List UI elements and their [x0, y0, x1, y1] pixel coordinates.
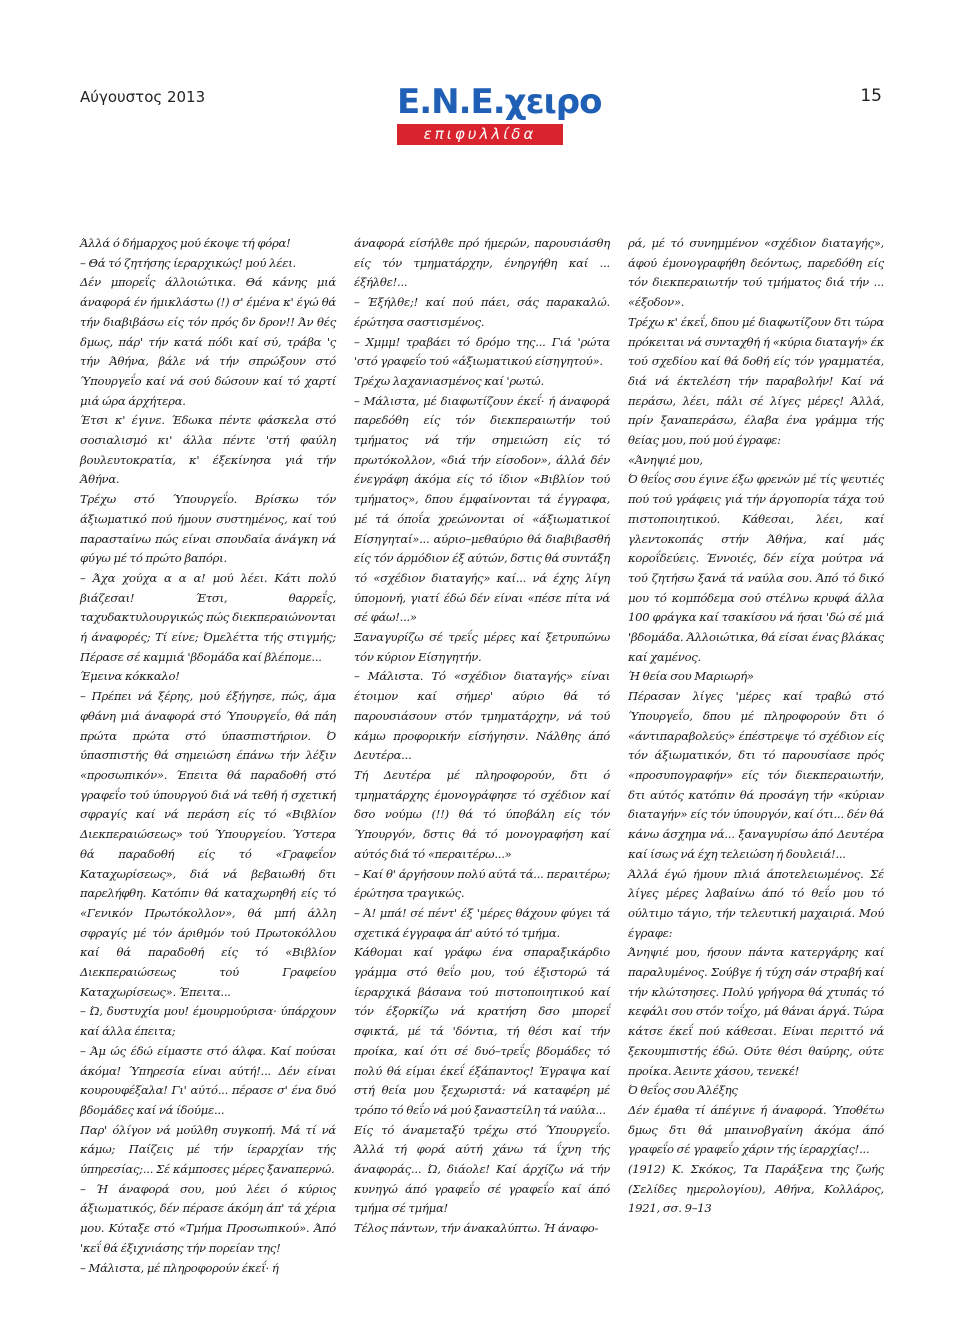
article-paragraph: – Καί θ' άργήσουν πολύ αύτά τά... περαιτέρω; έρώτησα τραγικώς. — [354, 866, 610, 901]
article-paragraph: Τρέχω κ' έκεΐ, δπου μέ διαφωτίζουν δτι τώρα πρόκειται νά συνταχθή ή «κύρια διαταγή» έκ τού σχεδίου καί θά δοθή είς τόν γραμματέα, διά νά έκτελέση τήν παραβολήν! Καί νά περάσω, λέει, πάλι σέ λίγες μέρες! Άλλά, πρίν ξαναπεράσω, έλαβα ένα γράμμα τής θείας μου, πού μού έγραφε: — [628, 314, 884, 448]
article-paragraph: – Έξήλθε;! καί πού πάει, σάς παρακαλώ. έρώτησα σαστισμένος. — [354, 295, 610, 329]
article-paragraph: Πέρασαν λίγες 'μέρες καί τραβώ στό Ύπουργεΐο, δπου μέ πληροφορούν δτι ό «άντιπαραβολεύς» έπέστρεψε τό σχέδιον είς τόν άξιωματικόν, δτι τό παρουσίασε πρός «προσυπογραφήν» είς τόν διεκπεραιωτήν, δτι αύτός κατόπιν θά προσάγη τήν «κύριαν διαταγήν» είς τόν ύπουργόν, καί ότι... δέν θά κάνω άσχημα νά... ξαναγυρίσω άπό Δευτέρα καί ίσως νά έχη τελειώση ή δουλειά!... — [628, 689, 884, 861]
logo-main-text: Ε.Ν.Ε.χειρο — [397, 82, 602, 122]
article-paragraph: Τρέχω λαχανιασμένος καί 'ρωτώ. — [354, 373, 544, 388]
article-paragraph: Είς τό άναμεταξύ τρέχω στό Ύπουργεΐο. Άλλά τή φορά αύτή χάνω τά ΐχνη τής άναφοράς... Ώ, διάολε! Καί άρχίζω νά τήν κυνηγώ άπό γραφεΐο σέ γραφεΐο καί άπό τμήμα σέ τμήμα! — [354, 1122, 610, 1216]
article-paragraph: – Μάλιστα, μέ πληροφορούν έκεΐ· ή — [80, 1260, 279, 1275]
article-paragraph: Τέλος πάντων, τήν άνακαλύπτω. Ή άναφο- — [354, 1221, 599, 1236]
article-paragraph: Κάθομαι καί γράφω ένα σπαραξικάρδιο γράμμα στό θεΐο μου, τού έξιστορώ τά ίεραρχικά βάσανα τού πιστοποιητικού καί τόν έξορκίζω νά κρατήση δσο μπορεΐ σφικτά, μέ τά 'δόντια, τή θέσι καί τήν προίκα, καί ότι σέ δυό–τρεΐς βδομάδες τό πολύ θά είμαι έκεΐ έξάπαντος! Έγραψα καί στή θεία μου ξεχωριστά: νά καταφέρη μέ τρόπο τό θεΐο νά μού ξαναστείλη τά ναύλα... — [354, 945, 610, 1117]
article-paragraph: Έτσι κ' έγινε. Έδωκα πέντε φάσκελα στό σοσιαλισμό κι' άλλα πέντε 'στή φαύλη βουλευτοκρατία, κ' έξεκίνησα γιά τήν Άθήνα. — [80, 413, 336, 487]
article-paragraph: Τή Δευτέρα μέ πληροφορούν, δτι ό τμηματάρχης έμονογράφησε τό σχέδιον καί δσο νούμω (!!) θά τό ύποβάλη είς τόν Ύπουργόν, δστις θά τό μονογραφήση καί αύτός διά τό «περαιτέρω...» — [354, 767, 610, 861]
issue-date: Αύγουστος 2013 — [80, 88, 206, 106]
article-column-2 — [354, 234, 610, 1278]
article-paragraph: – Χμμμ! τραβάει τό δρόμο της... Γιά 'ρώτα 'στό γραφεΐο τού «άξιωματικού είσηγητού». — [354, 334, 610, 369]
logo-subtitle-bar: επιφυλλίδα — [397, 124, 563, 145]
article-paragraph: Δέν έμαθα τί άπέγινε ή άναφορά. Ύποθέτω δμως δτι θά μπαινοβγαίνη άκόμα άπό γραφεΐο σέ γραφεΐο χάριν τής ίεραρχίας!... — [628, 1102, 884, 1157]
article-paragraph: Άλλά ό δήμαρχος μού έκοψε τή φόρα! — [80, 236, 291, 250]
article-paragraph: Ό θεΐος σου Άλέξης — [628, 1083, 738, 1098]
article-paragraph: Παρ' όλίγον νά μούλθη συγκοπή. Μά τί νά κάμω; Παίζεις μέ τήν ίεραρχίαν τής ύπηρεσίας;... Σέ κάμποσες μέρες ξαναπερνώ. — [80, 1122, 336, 1177]
article-paragraph: άναφορά είσήλθε πρό ήμερών, παρουσιάσθη είς τόν τμηματάρχην, ένηργήθη καί ... έξήλθε!... — [354, 236, 610, 290]
article-paragraph: Έμεινα κόκκαλο! — [80, 669, 180, 684]
article-paragraph: ρά, μέ τό συνημμένον «σχέδιον διαταγής», άφού έμονογραφήθη δεόντως, παρεδόθη είς τόν διεκπεραιωτήν τού τμήματος διά τήν ... «έξοδον». — [628, 236, 884, 310]
article-paragraph: – Άμ ώς έδώ είμαστε στό άλφα. Καί πούσαι άκόμα! Ύπηρεσία είναι αύτή!... Δέν είναι κουρουφέξαλα! Γι' αύτό... πέρασε σ' ένα δυό βδομάδες καί νά ίδούμε... — [80, 1043, 336, 1117]
article-paragraph: Ό θεΐος σου έγινε έξω φρενών μέ τίς ψευτιές πού τού γράφεις γιά τήν άργοπορία τάχα τού πιστοποιητικού. Κάθεσαι, λέει, καί γλεντοκοπάς στήν Άθήνα, καί μάς κοροΐδεύεις. Έννοιές, δέν είχα μούτρα νά τού ζητήσω ξανά τά ναύλα σου. Άπό τό δικό μου τό κομπόδεμα σού στέλνω κρυφά άλλα 100 φράγκα καί τσακίσου νά ήσαι 'δώ σέ μιά 'βδομάδα. Άλλοιώτικα, θά είσαι ένας βλάκας καί χαμένος. — [628, 472, 884, 664]
article-paragraph: – Άχα χούχα α α α! μού λέει. Κάτι πολύ βιάζεσαι! Έτσι, θαρρεΐς, ταχυδακτυλουργικώς πώς διεκπεραιώνονται ή άναφορές; Τί είνε; Όμελέττα τής στιγμής; Πέρασε σέ καμμιά 'βδομάδα καί βλέπομε... — [80, 570, 336, 664]
article-paragraph: Τρέχω στό Ύπουργεΐο. Βρίσκω τόν άξιωματικό πού ήμουν συστημένος, καί τού παρασταίνω πώς είναι σπουδαία άνάγκη νά φύγω μέ τό πρώτο βαπόρι. — [80, 492, 336, 566]
publication-logo — [397, 82, 602, 146]
article-paragraph: – Μάλιστα, μέ διαφωτίζουν έκεΐ· ή άναφορά παρεδόθη είς τόν διεκπεραιωτήν τού τμήματος νά τήν σημειώση είς τό πρωτόκολλον, «διά τήν είσοδον», άλλά δέν ένεγράφη άκόμα είς τό ίδιον «Βιβλίον τού τμήματος», δπου έμφαίνονται τά έγγραφα, μέ τά όποΐα χρεώνονται οί «άξιωματικοί Είσηγηταί»... αύριο–μεθαύριο θά διαβιβασθή είς τόν άρμόδιον έξ αύτών, δστις θά συντάξη τό «σχέδιον διαταγής» καί... νά έχης λίγη ύπομονή, γιατί έδώ δέν είναι «πέσε πίτα νά σέ φάω!...» — [354, 393, 610, 625]
article-paragraph: (1912) Κ. Σκόκος, Τα Παράξενα της ζωής (Σελίδες ημερολογίου), Αθήνα, Κολλάρος, 1921, σσ. 9–13 — [628, 1162, 884, 1216]
article-paragraph: – Ή άναφορά σου, μού λέει ό κύριος άξιωματικός, δέν πέρασε άκόμη άπ' τά χέρια μου. Κύταξε στό «Τμήμα Προσωπικού». Άπό 'κεΐ θά έξιχνιάσης τήν πορείαν της! — [80, 1181, 336, 1255]
article-paragraph: – Μάλιστα. Τό «σχέδιον διαταγής» είναι έτοιμον καί σήμερ' αύριο θά τό παρουσιάσουν στόν τμηματάρχην, νά τού κάμω προφορικήν είσήγησιν. Νάλθης άπό Δευτέρα... — [354, 669, 610, 763]
article-paragraph: – Ά! μπά! σέ πέντ' έξ 'μέρες θάχουν φύγει τά σχετικά έγγραφα άπ' αύτό τό τμήμα. — [354, 905, 610, 940]
article-paragraph: – Θά τό ζητήσης ίεραρχικώς! μού λέει. — [80, 255, 296, 270]
article-paragraph: – Πρέπει νά ξέρης, μού έξήγησε, πώς, άμα φθάνη μιά άναφορά στό Ύπουργεΐο, θά πάη πρώτα πρώτα στό ύπασπιστήριον. Ό ύπασπιστής θά σημειώση έπάνω τήν λέξιν «προσωπικόν». Έπειτα θά παραδοθή στό γραφεΐο τού ύπουργού διά νά τεθή ή σχετική σφραγίς καί νά περάση είς τό «Βιβλίον Διεκπεραιώσεως» τού Ύπουργείου. Ύστερα θά παραδοθή είς τό «Γραφεΐον Καταχωρίσεως», διά νά βεβαιωθή δτι παρελήφθη. Κατόπιν θά καταχωρηθή είς τό «Γενικόν Πρωτόκολλον», θά μπή άλλη σφραγίς μέ τόν άριθμόν τού Πρωτοκόλλου καί θά παραδοθή είς τό «Βιβλίον Διεκπεραιώσεως τού Γραφείου Καταχωρίσεως». Έπειτα... — [80, 689, 336, 999]
article-paragraph: Ή θεία σου Μαριωρή» — [628, 669, 754, 684]
article-column-1 — [80, 234, 336, 1278]
article-paragraph: Άνηψιέ μου, ήσουν πάντα κατεργάρης καί παραλυμένος. Σούβγε ή τύχη σάν στραβή καί τήν κλώτσησες. Πολύ γρήγορα θά χτυπάς τό κεφάλι σου στόν τοΐχο, μά θάναι άργά. Τώρα κάτσε έκεΐ πού κάθεσαι. Είναι περιττό νά ξεκουμπιστής έδώ. Ούτε θέσι θαύρης, ούτε προίκα. Άειντε χάσου, τενεκέ! — [628, 945, 884, 1078]
page-number: 15 — [860, 86, 882, 106]
article-paragraph: Ξαναγυρίζω σέ τρεΐς μέρες καί ξετρυπώνω τόν κύριον Είσηγητήν. — [354, 630, 610, 664]
article-paragraph: Δέν μπορεΐς άλλοιώτικα. Θά κάνης μιά άναφορά έν ήμικλάστω (!) σ' έμένα κ' έγώ θά τήν διαβιβάσω είς τόν πρός δν δρον!! Άν θές δμως, πάρ' τήν κατά πόδι καί σύ, τράβα 'ς τήν Άθήνα, βάλε νά τήν σπρώξουν στό Ύπουργεΐο καί νά σού δώσουν καί τό χαρτί μιά ώρα άρχήτερα. — [80, 275, 336, 408]
article-paragraph: «Άνηψιέ μου, — [628, 452, 703, 467]
article-paragraph: – Ώ, δυστυχία μου! έμουρμούρισα· ύπάρχουν καί άλλα έπειτα; — [80, 1004, 336, 1039]
article-columns — [80, 234, 884, 1278]
article-column-3 — [628, 234, 884, 1278]
article-paragraph: Άλλά έγώ ήμουν πλιά άποτελειωμένος. Σέ λίγες μέρες λαβαίνω άπό τό θεΐο μου τό ούλτιμο τάγιο, τήν τελευτική μαχαιριά. Μού έγραφε: — [628, 866, 884, 940]
